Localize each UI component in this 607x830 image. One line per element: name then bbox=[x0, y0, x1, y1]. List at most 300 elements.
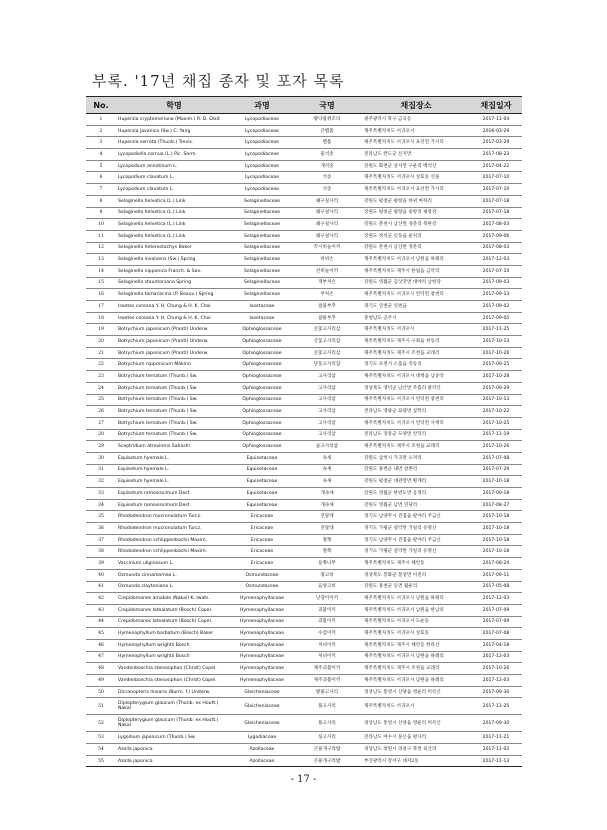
cell-korean-name: 제주괴불이끼 bbox=[292, 675, 362, 687]
cell-korean-name: 고사리삼 bbox=[292, 394, 362, 406]
cell-no: 51 bbox=[86, 698, 116, 715]
cell-scientific-name: Vandenboschia stenosiphon (Christ) Copel. bbox=[116, 663, 232, 675]
cell-korean-name: 철쭉 bbox=[292, 534, 362, 546]
table-row bbox=[86, 581, 522, 593]
cell-date: 2017-09-30 bbox=[470, 715, 522, 732]
cell-date: 2017-09-29 bbox=[470, 382, 522, 394]
cell-location: 경기도 남양주시 진접읍 팔야리 주금산 bbox=[362, 534, 470, 546]
table-row bbox=[86, 604, 522, 616]
cell-family: Lycopodiaceae bbox=[232, 184, 292, 196]
cell-korean-name: 산꽃고사리삼 bbox=[292, 336, 362, 348]
page-title: 부록. '17년 채집 종자 및 포자 목록 bbox=[92, 72, 345, 90]
cell-location: 경기도 남양주시 진접읍 팔야리 주금산 bbox=[362, 511, 470, 523]
cell-family: Ericaceae bbox=[232, 511, 292, 523]
cell-scientific-name: Huperzia javanica (Sw.) C. Yang bbox=[116, 125, 232, 137]
cell-scientific-name: Selaginella helvetica (L.) Link bbox=[116, 207, 232, 219]
cell-korean-name: 고사리삼 bbox=[292, 406, 362, 418]
cell-date: 2017-10-18 bbox=[470, 511, 522, 523]
cell-location: 전라남도 영광군 묘량면 삼학리 bbox=[362, 406, 470, 418]
cell-korean-name: 왜구실사리 bbox=[292, 207, 362, 219]
cell-scientific-name: Vaccinium uliginosum L. bbox=[116, 558, 232, 570]
cell-no: 45 bbox=[86, 628, 116, 640]
cell-location: 제주특별자치도 서귀포시 표선면 가시리 bbox=[362, 184, 470, 196]
cell-family: Selaginellaceae bbox=[232, 195, 292, 207]
cell-no: 31 bbox=[86, 464, 116, 476]
cell-location: 충청남도 공주시 bbox=[362, 312, 470, 324]
cell-location: 제주특별자치도 서귀포시 bbox=[362, 698, 470, 715]
cell-scientific-name: Hymenophyllum barbatum (Bosch) Baker bbox=[116, 628, 232, 640]
cell-location: 강원도 춘천시 남산면 경춘리 bbox=[362, 242, 470, 254]
cell-date: 2017-10-18 bbox=[470, 476, 522, 488]
cell-location: 경기도 가평군 설악면 가일리 유명산 bbox=[362, 523, 470, 535]
cell-no: 18 bbox=[86, 312, 116, 324]
cell-date: 2017-07-08 bbox=[470, 628, 522, 640]
cell-no: 29 bbox=[86, 441, 116, 453]
cell-location: 제주특별자치도 서귀포시 bbox=[362, 324, 470, 336]
table-row bbox=[86, 195, 522, 207]
cell-date: 2017-09-18 bbox=[470, 488, 522, 500]
cell-no: 1 bbox=[86, 114, 116, 126]
cell-family: Lycopodiaceae bbox=[232, 160, 292, 172]
cell-date: 2017-11-25 bbox=[470, 698, 522, 715]
cell-korean-name: 단풍고사리삼 bbox=[292, 359, 362, 371]
header-korean-name: 국명 bbox=[292, 97, 362, 114]
cell-scientific-name: Diplopterygium glaucum (Thunb. ex Houtt.) Nakai bbox=[116, 715, 232, 732]
cell-scientific-name: Selaginella heterostachys Baker bbox=[116, 242, 232, 254]
cell-no: 52 bbox=[86, 715, 116, 732]
cell-location: 전라남도 여수시 돌산읍 평사리 bbox=[362, 732, 470, 744]
cell-korean-name: 속새 bbox=[292, 464, 362, 476]
cell-korean-name: 진달래 bbox=[292, 523, 362, 535]
cell-scientific-name: Botrychium ternatum (Thunb.) Sw. bbox=[116, 371, 232, 383]
cell-scientific-name: Dicranopteris linearis (Burm. f.) Underw. bbox=[116, 686, 232, 698]
cell-no: 12 bbox=[86, 242, 116, 254]
cell-scientific-name: Botrychium ternatum (Thunb.) Sw. bbox=[116, 406, 232, 418]
cell-korean-name: 들쭉나무 bbox=[292, 558, 362, 570]
table-row bbox=[86, 499, 522, 511]
cell-no: 23 bbox=[86, 371, 116, 383]
table-row bbox=[86, 651, 522, 663]
cell-family: Gleicheniaceae bbox=[232, 698, 292, 715]
cell-family: Lycopodiaceae bbox=[232, 114, 292, 126]
table-row bbox=[86, 242, 522, 254]
cell-date: 2017-11-21 bbox=[470, 732, 522, 744]
cell-no: 14 bbox=[86, 265, 116, 277]
table-row bbox=[86, 639, 522, 651]
cell-no: 34 bbox=[86, 499, 116, 511]
cell-date: 2017-10-25 bbox=[470, 417, 522, 429]
cell-scientific-name: Lygodium japonicum (Thunb.) Sw. bbox=[116, 732, 232, 744]
cell-family: Hymenophyllaceae bbox=[232, 616, 292, 628]
table-row bbox=[86, 569, 522, 581]
cell-korean-name: 개부처손 bbox=[292, 277, 362, 289]
cell-location: 제주특별자치도 서귀포시 안덕면 창천리 bbox=[362, 289, 470, 301]
cell-no: 42 bbox=[86, 593, 116, 605]
cell-location: 제주특별자치도 서귀포시 남원읍 하례리 bbox=[362, 651, 470, 663]
cell-location: 제주특별자치도 서귀포시 안덕면 사계리 bbox=[362, 417, 470, 429]
cell-location: 경상남도 창원시 의창구 북면 외산리 bbox=[362, 744, 470, 756]
cell-scientific-name: Isoetes coreana Y. H. Chung & H. K. Choi bbox=[116, 312, 232, 324]
cell-date: 2017-11-25 bbox=[470, 324, 522, 336]
table-row bbox=[86, 137, 522, 149]
cell-date: 2017-11-13 bbox=[470, 755, 522, 767]
cell-scientific-name: Botrychium ternatum (Thunb.) Sw. bbox=[116, 429, 232, 441]
cell-date: 2017-09-30 bbox=[470, 686, 522, 698]
cell-location: 경상북도 봉화군 봉성면 이전리 bbox=[362, 569, 470, 581]
table-row bbox=[86, 184, 522, 196]
cell-family: Hymenophyllaceae bbox=[232, 651, 292, 663]
cell-korean-name: 왕다람쥐꼬리 bbox=[292, 114, 362, 126]
cell-no: 16 bbox=[86, 289, 116, 301]
cell-location: 제주특별자치도 서귀포시 안덕면 창천리 bbox=[362, 394, 470, 406]
cell-no: 21 bbox=[86, 347, 116, 359]
cell-korean-name: 산꽃고사리삼 bbox=[292, 324, 362, 336]
cell-scientific-name: Sceptridium atrovirens Sahashi bbox=[116, 441, 232, 453]
table-row bbox=[86, 593, 522, 605]
table-row bbox=[86, 371, 522, 383]
cell-no: 24 bbox=[86, 382, 116, 394]
cell-family: Selaginellaceae bbox=[232, 207, 292, 219]
table-row bbox=[86, 254, 522, 266]
cell-korean-name: 고사리삼 bbox=[292, 371, 362, 383]
cell-family: Selaginellaceae bbox=[232, 242, 292, 254]
cell-no: 28 bbox=[86, 429, 116, 441]
header-location: 채집장소 bbox=[362, 97, 470, 114]
cell-no: 7 bbox=[86, 184, 116, 196]
table-row bbox=[86, 464, 522, 476]
cell-scientific-name: Azolla japonica bbox=[116, 755, 232, 767]
header-no: No. bbox=[86, 97, 116, 114]
seed-spore-table bbox=[86, 96, 522, 767]
cell-scientific-name: Hymenophyllum wrightii Bosch bbox=[116, 639, 232, 651]
cell-no: 9 bbox=[86, 207, 116, 219]
cell-scientific-name: Rhododendron schlippenbachii Maxim. bbox=[116, 546, 232, 558]
cell-family: Osmundaceae bbox=[232, 581, 292, 593]
cell-korean-name: 왜구실사리 bbox=[292, 219, 362, 231]
cell-location: 강원도 화천군 상서면 구운리 백석산 bbox=[362, 160, 470, 172]
cell-no: 13 bbox=[86, 254, 116, 266]
cell-scientific-name: Selaginella helvetica (L.) Link bbox=[116, 195, 232, 207]
cell-family: Ericaceae bbox=[232, 546, 292, 558]
cell-no: 17 bbox=[86, 301, 116, 313]
cell-no: 22 bbox=[86, 359, 116, 371]
cell-scientific-name: Lycopodium clavatum L. bbox=[116, 172, 232, 184]
table-row bbox=[86, 558, 522, 570]
cell-location: 제주특별자치도 서귀포시 대정읍 남송악 bbox=[362, 371, 470, 383]
cell-scientific-name: Diplopterygium glaucum (Thunb. ex Houtt.) Nakai bbox=[116, 698, 232, 715]
cell-location: 전라남도 장흥군 도양면 안덕리 bbox=[362, 429, 470, 441]
table-row bbox=[86, 172, 522, 184]
cell-date: 2017-10-13 bbox=[470, 394, 522, 406]
cell-date: 2017-05-08 bbox=[470, 581, 522, 593]
cell-scientific-name: Crepidomanes latealatum (Bosch) Copel. bbox=[116, 616, 232, 628]
cell-family: Ophioglossaceae bbox=[232, 429, 292, 441]
cell-location: 제주특별자치도 서귀포시 도순동 bbox=[362, 616, 470, 628]
cell-family: Equisetaceae bbox=[232, 499, 292, 511]
cell-family: Ericaceae bbox=[232, 523, 292, 535]
cell-no: 35 bbox=[86, 511, 116, 523]
cell-location: 강원도 홍천군 내면 창촌리 bbox=[362, 464, 470, 476]
cell-family: Selaginellaceae bbox=[232, 230, 292, 242]
cell-korean-name: 왜구실사리 bbox=[292, 230, 362, 242]
cell-location: 제주특별자치도 제주시 구좌읍 한동리 bbox=[362, 336, 470, 348]
cell-date: 2017-07-10 bbox=[470, 184, 522, 196]
cell-family: Hymenophyllaceae bbox=[232, 639, 292, 651]
cell-no: 25 bbox=[86, 394, 116, 406]
table-row bbox=[86, 511, 522, 523]
cell-scientific-name: Equisetum hyemale L. bbox=[116, 464, 232, 476]
cell-no: 19 bbox=[86, 324, 116, 336]
cell-scientific-name: Crepidomanes amabile (Nakai) K. Iwats. bbox=[116, 593, 232, 605]
cell-family: Azollaceae bbox=[232, 755, 292, 767]
cell-location: 강원도 정선군 신동읍 운치리 bbox=[362, 230, 470, 242]
table-header-row bbox=[86, 97, 522, 114]
cell-korean-name: 난장이이끼 bbox=[292, 593, 362, 605]
cell-date: 2017-08-27 bbox=[470, 499, 522, 511]
table-body bbox=[86, 114, 522, 767]
cell-scientific-name: Rhododendron mucronulatum Turcz. bbox=[116, 511, 232, 523]
cell-family: Azollaceae bbox=[232, 744, 292, 756]
cell-family: Selaginellaceae bbox=[232, 277, 292, 289]
cell-scientific-name: Selaginella nipponica Franch. & Sav. bbox=[116, 265, 232, 277]
cell-scientific-name: Osmunda cinnamomea L. bbox=[116, 569, 232, 581]
cell-location: 강원도 영월군 한반도면 옹정리 bbox=[362, 488, 470, 500]
cell-location: 강원도 홍천군 동면 월운리 bbox=[362, 581, 470, 593]
cell-scientific-name: Botrychium japonicum (Prantl) Underw. bbox=[116, 347, 232, 359]
cell-no: 43 bbox=[86, 604, 116, 616]
cell-date: 2017-10-18 bbox=[470, 523, 522, 535]
cell-no: 26 bbox=[86, 406, 116, 418]
cell-no: 53 bbox=[86, 732, 116, 744]
cell-korean-name: 부처손 bbox=[292, 289, 362, 301]
cell-date: 2017-09-03 bbox=[470, 277, 522, 289]
cell-location: 강원도 삼척시 가곡면 오저리 bbox=[362, 452, 470, 464]
cell-scientific-name: Osmunda claytoniana L. bbox=[116, 581, 232, 593]
cell-korean-name: 바위손 bbox=[292, 254, 362, 266]
table-row bbox=[86, 312, 522, 324]
cell-scientific-name: Selaginella helvetica (L.) Link bbox=[116, 230, 232, 242]
cell-scientific-name: Selaginella helvetica (L.) Link bbox=[116, 219, 232, 231]
table-row bbox=[86, 125, 522, 137]
cell-location: 강원도 평창군 대관령면 횡계리 bbox=[362, 476, 470, 488]
table-row bbox=[86, 265, 522, 277]
cell-no: 10 bbox=[86, 219, 116, 231]
table-row bbox=[86, 359, 522, 371]
cell-date: 2017-10-26 bbox=[470, 347, 522, 359]
cell-korean-name: 고사리삼 bbox=[292, 382, 362, 394]
cell-family: Lycopodiaceae bbox=[232, 137, 292, 149]
cell-no: 37 bbox=[86, 534, 116, 546]
cell-family: Selaginellaceae bbox=[232, 265, 292, 277]
cell-scientific-name: Botrychium ternatum (Thunb.) Sw. bbox=[116, 382, 232, 394]
table-row bbox=[86, 406, 522, 418]
cell-family: Lycopodiaceae bbox=[232, 149, 292, 161]
cell-korean-name: 속새 bbox=[292, 452, 362, 464]
cell-date: 2017-07-09 bbox=[470, 616, 522, 628]
cell-korean-name: 참물부추 bbox=[292, 301, 362, 313]
cell-family: Equisetaceae bbox=[232, 452, 292, 464]
cell-date: 2016-03-29 bbox=[470, 125, 522, 137]
cell-korean-name: 선비늘이끼 bbox=[292, 265, 362, 277]
cell-no: 20 bbox=[86, 336, 116, 348]
cell-date: 2017-09-06 bbox=[470, 230, 522, 242]
cell-date: 2017-03-29 bbox=[470, 137, 522, 149]
cell-korean-name: 큰물개구리밥 bbox=[292, 755, 362, 767]
cell-date: 2017-08-03 bbox=[470, 242, 522, 254]
cell-no: 33 bbox=[86, 488, 116, 500]
cell-date: 2017-07-10 bbox=[470, 172, 522, 184]
cell-no: 44 bbox=[86, 616, 116, 628]
cell-location: 제주특별자치도 서귀포시 남원읍 한남리 bbox=[362, 604, 470, 616]
cell-date: 2017-09-25 bbox=[470, 359, 522, 371]
cell-date: 2017-08-24 bbox=[470, 558, 522, 570]
cell-date: 2017-10-26 bbox=[470, 663, 522, 675]
cell-no: 50 bbox=[86, 686, 116, 698]
cell-korean-name: 참물부추 bbox=[292, 312, 362, 324]
cell-date: 2017-11-04 bbox=[470, 114, 522, 126]
cell-family: Selaginellaceae bbox=[232, 254, 292, 266]
cell-korean-name: 괴불이끼 bbox=[292, 604, 362, 616]
cell-no: 54 bbox=[86, 744, 116, 756]
cell-location: 제주특별자치도 제주시 해안동 한라산 bbox=[362, 639, 470, 651]
cell-no: 40 bbox=[86, 569, 116, 581]
cell-scientific-name: Rhododendron schlippenbachii Maxim. bbox=[116, 534, 232, 546]
cell-date: 2017-12-03 bbox=[470, 651, 522, 663]
cell-family: Ericaceae bbox=[232, 558, 292, 570]
cell-korean-name: 뱀톱 bbox=[292, 137, 362, 149]
table-row bbox=[86, 324, 522, 336]
cell-korean-name: 산꽃고사리삼 bbox=[292, 347, 362, 359]
cell-korean-name: 고사리삼 bbox=[292, 429, 362, 441]
cell-scientific-name: Selaginella involvens (Sw.) Spring bbox=[116, 254, 232, 266]
cell-date: 2017-08-03 bbox=[470, 219, 522, 231]
cell-location: 광주광역시 북구 금곡동 bbox=[362, 114, 470, 126]
table-row bbox=[86, 663, 522, 675]
cell-date: 2017-10-26 bbox=[470, 441, 522, 453]
cell-date: 2017-07-09 bbox=[470, 604, 522, 616]
cell-no: 3 bbox=[86, 137, 116, 149]
cell-no: 2 bbox=[86, 125, 116, 137]
cell-no: 39 bbox=[86, 558, 116, 570]
cell-korean-name: 물석송 bbox=[292, 149, 362, 161]
table-row bbox=[86, 698, 522, 715]
cell-no: 15 bbox=[86, 277, 116, 289]
cell-location: 전라남도 완도군 신지면 bbox=[362, 149, 470, 161]
cell-scientific-name: Isoetes coreana Y. H. Chung & H. K. Choi bbox=[116, 301, 232, 313]
cell-location: 제주특별자치도 서귀포시 표선면 가시리 bbox=[362, 137, 470, 149]
cell-location: 강원도 춘천시 남산면 경춘리 북한강 bbox=[362, 219, 470, 231]
cell-korean-name: 숲고사리삼 bbox=[292, 441, 362, 453]
cell-location: 경상남도 통영시 산양읍 영운리 미륵산 bbox=[362, 686, 470, 698]
cell-scientific-name: Botrychium nipponicum Makino bbox=[116, 359, 232, 371]
cell-korean-name: 풀고사리 bbox=[292, 715, 362, 732]
header-family: 과명 bbox=[232, 97, 292, 114]
cell-family: Isoetaceae bbox=[232, 301, 292, 313]
cell-location: 경기도 가평군 설악면 가일리 유명산 bbox=[362, 546, 470, 558]
cell-korean-name: 제주괴불이끼 bbox=[292, 663, 362, 675]
cell-korean-name: 실고사리 bbox=[292, 732, 362, 744]
cell-family: Ophioglossaceae bbox=[232, 347, 292, 359]
cell-location: 제주특별자치도 서귀포시 bbox=[362, 125, 470, 137]
cell-location: 제주특별자치도 제주시 해안동 bbox=[362, 558, 470, 570]
cell-date: 2017-12-03 bbox=[470, 675, 522, 687]
cell-family: Ophioglossaceae bbox=[232, 382, 292, 394]
table-row bbox=[86, 732, 522, 744]
cell-no: 48 bbox=[86, 663, 116, 675]
table-row bbox=[86, 219, 522, 231]
cell-family: Equisetaceae bbox=[232, 488, 292, 500]
cell-scientific-name: Botrychium ternatum (Thunb.) Sw. bbox=[116, 394, 232, 406]
cell-date: 2017-07-08 bbox=[470, 452, 522, 464]
cell-location: 제주특별자치도 서귀포시 상효동 bbox=[362, 628, 470, 640]
cell-korean-name: 발풀고사리 bbox=[292, 686, 362, 698]
table-row bbox=[86, 744, 522, 756]
table-row bbox=[86, 277, 522, 289]
cell-korean-name: 수염이끼 bbox=[292, 628, 362, 640]
cell-family: Osmundaceae bbox=[232, 569, 292, 581]
table-row bbox=[86, 534, 522, 546]
table-row bbox=[86, 394, 522, 406]
cell-korean-name: 속새 bbox=[292, 476, 362, 488]
cell-no: 41 bbox=[86, 581, 116, 593]
cell-location: 경상북도 영덕군 남산면 주홀리 팔각산 bbox=[362, 382, 470, 394]
table-row bbox=[86, 686, 522, 698]
cell-scientific-name: Selaginella tamariscina (P. Beauv.) Spring bbox=[116, 289, 232, 301]
cell-date: 2017-10-18 bbox=[470, 534, 522, 546]
cell-scientific-name: Hymenophyllum wrightii Bosch bbox=[116, 651, 232, 663]
cell-date: 2017-07-29 bbox=[470, 464, 522, 476]
cell-location: 부산광역시 강서구 대저2동 bbox=[362, 755, 470, 767]
cell-date: 2017-04-22 bbox=[470, 160, 522, 172]
cell-scientific-name: Lycopodiella cernua (L.) Pic. Serm. bbox=[116, 149, 232, 161]
cell-no: 55 bbox=[86, 755, 116, 767]
cell-family: Isoetaceae bbox=[232, 312, 292, 324]
cell-date: 2017-09-05 bbox=[470, 312, 522, 324]
cell-no: 47 bbox=[86, 651, 116, 663]
header-date: 채집일자 bbox=[470, 97, 522, 114]
table-row bbox=[86, 476, 522, 488]
cell-location: 강원도 영월군 김삿갓면 대야리 남한강 bbox=[362, 277, 470, 289]
cell-date: 2017-09-11 bbox=[470, 569, 522, 581]
cell-date: 2017-10-18 bbox=[470, 546, 522, 558]
table-row bbox=[86, 715, 522, 732]
cell-family: Ophioglossaceae bbox=[232, 406, 292, 418]
cell-no: 30 bbox=[86, 452, 116, 464]
table-row bbox=[86, 628, 522, 640]
cell-family: Hymenophyllaceae bbox=[232, 663, 292, 675]
cell-location: 제주특별자치도 서귀포시 남원읍 하례리 bbox=[362, 675, 470, 687]
cell-scientific-name: Crepidomanes latealatum (Bosch) Copel. bbox=[116, 604, 232, 616]
table-row bbox=[86, 675, 522, 687]
cell-family: Equisetaceae bbox=[232, 476, 292, 488]
cell-location: 제주특별자치도 서귀포시 상효동 선돌 bbox=[362, 172, 470, 184]
cell-location: 강원도 평창군 평창읍 용항리 평창강 bbox=[362, 207, 470, 219]
cell-korean-name: 풀고사리 bbox=[292, 698, 362, 715]
table-row bbox=[86, 417, 522, 429]
cell-korean-name: 처녀이끼 bbox=[292, 639, 362, 651]
cell-korean-name: 큰물개구리밥 bbox=[292, 744, 362, 756]
cell-location: 경기도 포천시 소흘읍 직동리 bbox=[362, 359, 470, 371]
cell-family: Lycopodiaceae bbox=[232, 172, 292, 184]
cell-date: 2017-12-03 bbox=[470, 254, 522, 266]
cell-korean-name: 음양고비 bbox=[292, 581, 362, 593]
cell-family: Ophioglossaceae bbox=[232, 324, 292, 336]
cell-korean-name: 꿩고비 bbox=[292, 569, 362, 581]
cell-korean-name: 철쭉 bbox=[292, 546, 362, 558]
table-row bbox=[86, 452, 522, 464]
table-row bbox=[86, 230, 522, 242]
cell-family: Hymenophyllaceae bbox=[232, 675, 292, 687]
